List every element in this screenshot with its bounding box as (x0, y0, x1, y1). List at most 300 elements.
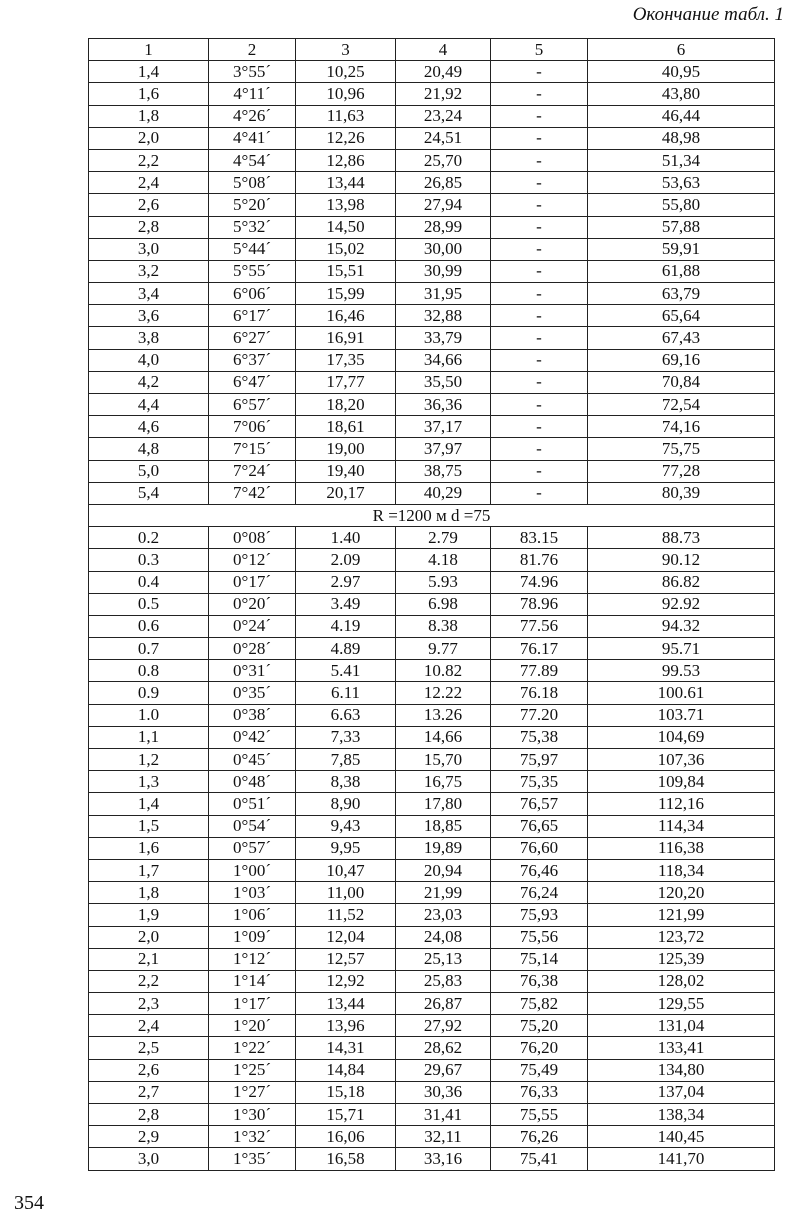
table-row (89, 749, 775, 771)
table-cell: 16,06 (296, 1126, 396, 1148)
table-cell: 1,7 (89, 859, 209, 881)
table-cell: 1,4 (89, 61, 209, 83)
section-heading: R =1200 м d =75 (89, 504, 775, 526)
table-cell: 2,3 (89, 993, 209, 1015)
table-cell: 75,14 (491, 948, 588, 970)
table-cell: 125,39 (588, 948, 775, 970)
table-row (89, 283, 775, 305)
table-cell: 8,38 (296, 771, 396, 793)
table-cell: 33,16 (396, 1148, 491, 1170)
table-cell: 8.38 (396, 615, 491, 637)
table-row (89, 61, 775, 83)
table-cell: 21,92 (396, 83, 491, 105)
column-header: 3 (296, 39, 396, 61)
table-row (89, 327, 775, 349)
table-row (89, 926, 775, 948)
table-section-heading (89, 504, 775, 526)
table-cell: 5°20´ (209, 194, 296, 216)
table-cell: 1,8 (89, 882, 209, 904)
table-cell: 0°12´ (209, 549, 296, 571)
table-cell: 3,4 (89, 283, 209, 305)
table-cell: 75,41 (491, 1148, 588, 1170)
table-cell: 15,70 (396, 749, 491, 771)
table-cell: 11,52 (296, 904, 396, 926)
table-cell: 4°54´ (209, 149, 296, 171)
table-cell: 95.71 (588, 638, 775, 660)
table-cell: 2,7 (89, 1081, 209, 1103)
table-cell: 18,61 (296, 416, 396, 438)
table-cell: 75,20 (491, 1015, 588, 1037)
table-row (89, 460, 775, 482)
table-cell: 76,26 (491, 1126, 588, 1148)
table-cell: 1.40 (296, 527, 396, 549)
table-cell: 25,70 (396, 149, 491, 171)
table-row (89, 571, 775, 593)
table-cell: 16,58 (296, 1148, 396, 1170)
table-cell: 2.79 (396, 527, 491, 549)
table-cell: 138,34 (588, 1104, 775, 1126)
table-cell: 2.97 (296, 571, 396, 593)
table-cell: - (491, 172, 588, 194)
table-cell: 0°51´ (209, 793, 296, 815)
table-cell: 76,46 (491, 859, 588, 881)
table-cell: 137,04 (588, 1081, 775, 1103)
table-cell: 133,41 (588, 1037, 775, 1059)
table-cell: 6°06´ (209, 283, 296, 305)
table-cell: 140,45 (588, 1126, 775, 1148)
table-cell: 32,11 (396, 1126, 491, 1148)
table-cell: 6.11 (296, 682, 396, 704)
table-cell: 15,02 (296, 238, 396, 260)
table-cell: 75,38 (491, 726, 588, 748)
table-cell: 2,6 (89, 1059, 209, 1081)
table-cell: 109,84 (588, 771, 775, 793)
table-cell: 1,9 (89, 904, 209, 926)
table-cell: 1°00´ (209, 859, 296, 881)
table-cell: 0°42´ (209, 726, 296, 748)
table-cell: 5,0 (89, 460, 209, 482)
table-cell: 6°17´ (209, 305, 296, 327)
table-cell: 69,16 (588, 349, 775, 371)
table-cell: 18,85 (396, 815, 491, 837)
table-row (89, 549, 775, 571)
table-cell: 12,04 (296, 926, 396, 948)
table-cell: 10.82 (396, 660, 491, 682)
table-cell: 4,0 (89, 349, 209, 371)
table-cell: 0°24´ (209, 615, 296, 637)
table-cell: - (491, 127, 588, 149)
table-cell: - (491, 194, 588, 216)
table-cell: 13,44 (296, 993, 396, 1015)
table-cell: 0.4 (89, 571, 209, 593)
table-cell: 4°26´ (209, 105, 296, 127)
table-cell: 123,72 (588, 926, 775, 948)
table-cell: 2,0 (89, 127, 209, 149)
table-row (89, 638, 775, 660)
table-cell: 118,34 (588, 859, 775, 881)
table-cell: - (491, 305, 588, 327)
table-cell: 81.76 (491, 549, 588, 571)
table-cell: - (491, 61, 588, 83)
table-cell: 4.89 (296, 638, 396, 660)
table-cell: 121,99 (588, 904, 775, 926)
table-cell: 4,2 (89, 371, 209, 393)
table-section-a (89, 61, 775, 505)
table-row (89, 1015, 775, 1037)
table-row (89, 948, 775, 970)
table-cell: 4,6 (89, 416, 209, 438)
table-cell: 7,85 (296, 749, 396, 771)
table-cell: 40,29 (396, 482, 491, 504)
table-row (89, 105, 775, 127)
table-cell: 38,75 (396, 460, 491, 482)
table-cell: 104,69 (588, 726, 775, 748)
table-cell: 76,57 (491, 793, 588, 815)
data-table (88, 38, 775, 1171)
table-cell: 7°06´ (209, 416, 296, 438)
table-cell: 74,16 (588, 416, 775, 438)
table-cell: 1,4 (89, 793, 209, 815)
table-cell: 63,79 (588, 283, 775, 305)
table-cell: 6.98 (396, 593, 491, 615)
table-cell: 90.12 (588, 549, 775, 571)
table-cell: 0°31´ (209, 660, 296, 682)
table-cell: 0°48´ (209, 771, 296, 793)
table-cell: 4°11´ (209, 83, 296, 105)
table-cell: - (491, 460, 588, 482)
table-cell: - (491, 438, 588, 460)
table-cell: 75,97 (491, 749, 588, 771)
table-cell: 75,56 (491, 926, 588, 948)
table-cell: 1°27´ (209, 1081, 296, 1103)
table-cell: 21,99 (396, 882, 491, 904)
table-cell: 3,6 (89, 305, 209, 327)
table-cell: 12,57 (296, 948, 396, 970)
table-cell: 0.8 (89, 660, 209, 682)
table-cell: 1°17´ (209, 993, 296, 1015)
table-cell: 11,63 (296, 105, 396, 127)
table-cell: 76,60 (491, 837, 588, 859)
table-cell: 24,08 (396, 926, 491, 948)
table-cell: 61,88 (588, 260, 775, 282)
table-cell: 15,71 (296, 1104, 396, 1126)
table-cell: 13,98 (296, 194, 396, 216)
table-cell: 3,2 (89, 260, 209, 282)
table-cell: 0°54´ (209, 815, 296, 837)
table-cell: 0.6 (89, 615, 209, 637)
table-cell: 1°09´ (209, 926, 296, 948)
table-cell: 9,43 (296, 815, 396, 837)
table-cell: 26,85 (396, 172, 491, 194)
table-row (89, 216, 775, 238)
table-cell: 28,99 (396, 216, 491, 238)
table-cell: - (491, 371, 588, 393)
table-row (89, 260, 775, 282)
table-cell: 0.3 (89, 549, 209, 571)
table-cell: 1,8 (89, 105, 209, 127)
column-header: 5 (491, 39, 588, 61)
table-row (89, 993, 775, 1015)
table-cell: 88.73 (588, 527, 775, 549)
table-cell: 107,36 (588, 749, 775, 771)
table-cell: 17,77 (296, 371, 396, 393)
table-cell: 72,54 (588, 394, 775, 416)
table-cell: 2.09 (296, 549, 396, 571)
table-cell: 6°27´ (209, 327, 296, 349)
table-cell: 3,0 (89, 238, 209, 260)
table-continuation-title: Окончание табл. 1 (632, 4, 784, 25)
table-row (89, 83, 775, 105)
table-cell: 20,94 (396, 859, 491, 881)
table-cell: 19,00 (296, 438, 396, 460)
table-row (89, 970, 775, 992)
table-cell: 65,64 (588, 305, 775, 327)
column-number-row (89, 39, 775, 61)
table-cell: 12,26 (296, 127, 396, 149)
table-cell: 37,97 (396, 438, 491, 460)
table-cell: 12.22 (396, 682, 491, 704)
table-cell: 0°28´ (209, 638, 296, 660)
table-cell: 1,6 (89, 83, 209, 105)
table-cell: 99.53 (588, 660, 775, 682)
table-cell: 27,92 (396, 1015, 491, 1037)
table-cell: 20,49 (396, 61, 491, 83)
table-cell: 1°35´ (209, 1148, 296, 1170)
table-row (89, 416, 775, 438)
table-cell: 1°12´ (209, 948, 296, 970)
table-cell: 75,35 (491, 771, 588, 793)
table-cell: 75,49 (491, 1059, 588, 1081)
table-cell: 24,51 (396, 127, 491, 149)
table-row (89, 394, 775, 416)
table-cell: 0°08´ (209, 527, 296, 549)
table-cell: 5°44´ (209, 238, 296, 260)
table-row (89, 127, 775, 149)
table-row (89, 660, 775, 682)
table-cell: 0°38´ (209, 704, 296, 726)
table-row (89, 238, 775, 260)
table-cell: 120,20 (588, 882, 775, 904)
table-cell: - (491, 260, 588, 282)
table-cell: - (491, 394, 588, 416)
table-cell: 1°25´ (209, 1059, 296, 1081)
table-cell: 0.7 (89, 638, 209, 660)
table-cell: 5,4 (89, 482, 209, 504)
table-row (89, 904, 775, 926)
table-cell: 4°41´ (209, 127, 296, 149)
table-cell: 80,39 (588, 482, 775, 504)
table-row (89, 882, 775, 904)
table-cell: - (491, 105, 588, 127)
table-cell: 2,8 (89, 1104, 209, 1126)
table-cell: 40,95 (588, 61, 775, 83)
table-cell: 76,65 (491, 815, 588, 837)
table-row (89, 1081, 775, 1103)
table-cell: 17,80 (396, 793, 491, 815)
table-cell: 13,96 (296, 1015, 396, 1037)
table-cell: 6.63 (296, 704, 396, 726)
table-cell: 70,84 (588, 371, 775, 393)
table-cell: 19,40 (296, 460, 396, 482)
table-cell: 1,3 (89, 771, 209, 793)
table-row (89, 837, 775, 859)
table-cell: 0°20´ (209, 593, 296, 615)
table-cell: 100.61 (588, 682, 775, 704)
table-cell: 23,24 (396, 105, 491, 127)
table-cell: 116,38 (588, 837, 775, 859)
table-cell: 6°57´ (209, 394, 296, 416)
table-cell: 31,95 (396, 283, 491, 305)
table-cell: 27,94 (396, 194, 491, 216)
table-cell: - (491, 238, 588, 260)
table-cell: 7°42´ (209, 482, 296, 504)
table-cell: 129,55 (588, 993, 775, 1015)
table-cell: 14,50 (296, 216, 396, 238)
table-cell: 128,02 (588, 970, 775, 992)
table-cell: 2,6 (89, 194, 209, 216)
table-cell: 10,96 (296, 83, 396, 105)
table-cell: 6°47´ (209, 371, 296, 393)
table-cell: 20,17 (296, 482, 396, 504)
table-row (89, 1126, 775, 1148)
table-cell: 78.96 (491, 593, 588, 615)
table-cell: 67,43 (588, 327, 775, 349)
table-cell: 4.18 (396, 549, 491, 571)
table-row (89, 371, 775, 393)
data-table-container (88, 38, 774, 1171)
table-cell: - (491, 149, 588, 171)
table-cell: 3.49 (296, 593, 396, 615)
table-cell: 1°03´ (209, 882, 296, 904)
table-cell: 25,13 (396, 948, 491, 970)
table-cell: 12,86 (296, 149, 396, 171)
table-cell: 76.18 (491, 682, 588, 704)
table-cell: 29,67 (396, 1059, 491, 1081)
table-cell: 23,03 (396, 904, 491, 926)
table-cell: 77.89 (491, 660, 588, 682)
table-cell: - (491, 83, 588, 105)
table-cell: 8,90 (296, 793, 396, 815)
column-header: 6 (588, 39, 775, 61)
table-cell: 1,5 (89, 815, 209, 837)
table-row (89, 859, 775, 881)
table-cell: 2,0 (89, 926, 209, 948)
table-cell: 83.15 (491, 527, 588, 549)
table-row (89, 815, 775, 837)
table-cell: 10,25 (296, 61, 396, 83)
table-cell: 3,8 (89, 327, 209, 349)
table-cell: 46,44 (588, 105, 775, 127)
table-section-b (89, 527, 775, 1170)
table-row (89, 482, 775, 504)
table-row (89, 771, 775, 793)
table-cell: 2,1 (89, 948, 209, 970)
table-cell: 76,38 (491, 970, 588, 992)
table-cell: 2,5 (89, 1037, 209, 1059)
table-row (89, 172, 775, 194)
table-cell: 34,66 (396, 349, 491, 371)
table-cell: 0°17´ (209, 571, 296, 593)
table-cell: 9,95 (296, 837, 396, 859)
table-cell: 43,80 (588, 83, 775, 105)
table-row (89, 726, 775, 748)
table-cell: 76,20 (491, 1037, 588, 1059)
table-cell: 25,83 (396, 970, 491, 992)
table-cell: 1°32´ (209, 1126, 296, 1148)
table-cell: 6°37´ (209, 349, 296, 371)
table-cell: 134,80 (588, 1059, 775, 1081)
table-cell: 103.71 (588, 704, 775, 726)
table-cell: 48,98 (588, 127, 775, 149)
table-cell: 30,36 (396, 1081, 491, 1103)
table-cell: 0°57´ (209, 837, 296, 859)
table-cell: - (491, 416, 588, 438)
table-cell: 15,99 (296, 283, 396, 305)
table-row (89, 1059, 775, 1081)
table-cell: 2,4 (89, 1015, 209, 1037)
table-cell: 32,88 (396, 305, 491, 327)
table-cell: 13,44 (296, 172, 396, 194)
table-cell: - (491, 327, 588, 349)
table-row (89, 793, 775, 815)
table-cell: 28,62 (396, 1037, 491, 1059)
column-header: 4 (396, 39, 491, 61)
table-cell: 26,87 (396, 993, 491, 1015)
table-row (89, 682, 775, 704)
table-cell: 92.92 (588, 593, 775, 615)
table-cell: 76,33 (491, 1081, 588, 1103)
table-cell: 16,75 (396, 771, 491, 793)
table-cell: 2,2 (89, 970, 209, 992)
table-cell: 0°45´ (209, 749, 296, 771)
table-cell: 14,31 (296, 1037, 396, 1059)
table-cell: - (491, 216, 588, 238)
table-cell: 57,88 (588, 216, 775, 238)
table-cell: 2,2 (89, 149, 209, 171)
table-cell: 30,99 (396, 260, 491, 282)
table-cell: 16,46 (296, 305, 396, 327)
table-row (89, 1037, 775, 1059)
table-cell: 1.0 (89, 704, 209, 726)
table-cell: 16,91 (296, 327, 396, 349)
table-cell: 36,36 (396, 394, 491, 416)
table-cell: 18,20 (296, 394, 396, 416)
section-heading-row (89, 504, 775, 526)
table-row (89, 349, 775, 371)
table-cell: 75,75 (588, 438, 775, 460)
table-cell: 75,55 (491, 1104, 588, 1126)
table-cell: 0.2 (89, 527, 209, 549)
column-header: 2 (209, 39, 296, 61)
table-cell: 53,63 (588, 172, 775, 194)
table-row (89, 305, 775, 327)
table-cell: 2,9 (89, 1126, 209, 1148)
table-cell: 14,66 (396, 726, 491, 748)
table-cell: 1°20´ (209, 1015, 296, 1037)
table-cell: 4.19 (296, 615, 396, 637)
table-cell: 4,8 (89, 438, 209, 460)
table-cell: 1,6 (89, 837, 209, 859)
table-cell: - (491, 482, 588, 504)
table-cell: 114,34 (588, 815, 775, 837)
table-cell: 0.5 (89, 593, 209, 615)
table-cell: 141,70 (588, 1148, 775, 1170)
table-row (89, 1104, 775, 1126)
table-cell: 1°30´ (209, 1104, 296, 1126)
table-cell: 15,51 (296, 260, 396, 282)
table-cell: 51,34 (588, 149, 775, 171)
table-cell: 1,2 (89, 749, 209, 771)
